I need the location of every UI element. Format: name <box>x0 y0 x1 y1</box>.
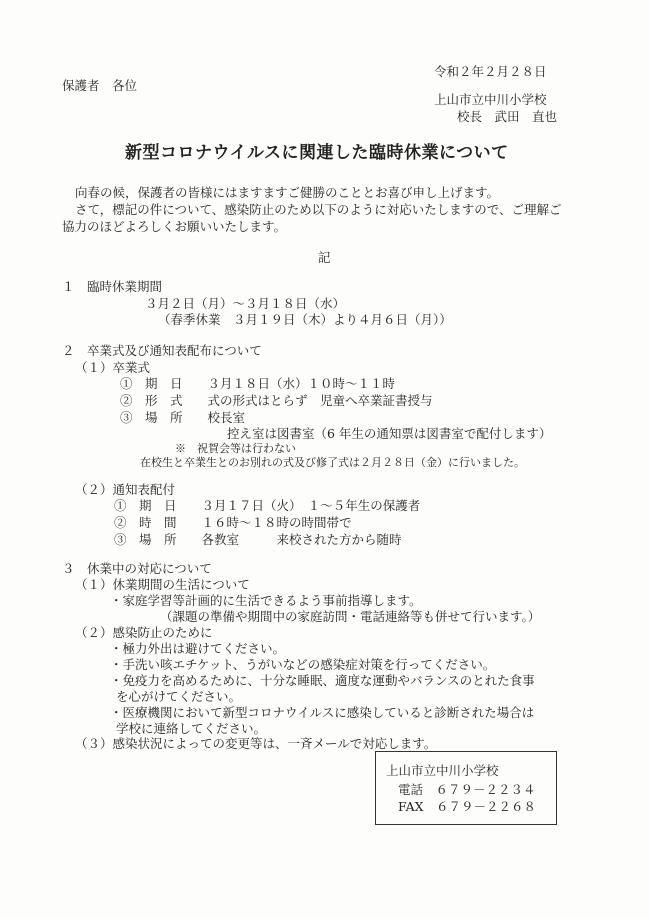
intro-line-2: さて，標記の件について、感染防止のため以下のように対応いたしますので、ご理解ご <box>75 202 562 217</box>
ceremony-place: ③ 場 所 校長室 <box>120 410 246 425</box>
addressee: 保護者 各位 <box>62 78 138 93</box>
section-2-heading: ２ 卒業式及び通知表配布について <box>62 343 262 358</box>
life-line-2: （課題の準備や期間中の家庭訪問・電話連絡等も併せて行います。） <box>160 609 541 624</box>
contact-tel: 電話 ６７９－２２３４ <box>398 782 536 797</box>
prevention-line-1: ・極力外出は避けてください。 <box>110 641 286 656</box>
life-line-1: ・家庭学習等計画的に生活できるよう事前指導します。 <box>110 593 422 608</box>
section-3-sub-1-heading: （１）休業期間の生活について <box>75 577 250 592</box>
prevention-line-4: を心がけてください。 <box>116 689 242 704</box>
section-3-sub-3-heading: （３）感染状況によっての変更等は、一斉メールで対応します。 <box>75 736 437 751</box>
ceremony-format: ② 形 式 式の形式はとらず 児童へ卒業証書授与 <box>120 393 433 408</box>
section-1-line-2: （春季休業 ３月１９日（木）より４月６日（月）） <box>158 312 452 327</box>
contact-fax: FAX ６７９－２２６８ <box>398 799 537 814</box>
report-place: ③ 場 所 各教室 来校された方から随時 <box>114 532 402 547</box>
section-3-sub-2-heading: （２）感染防止のために <box>75 625 213 640</box>
document-date: 令和２年２月２８日 <box>434 64 547 79</box>
intro-line-3: 協力のほどよろしくお願いいたします。 <box>62 219 287 234</box>
section-3-heading: ３ 休業中の対応について <box>62 561 212 576</box>
prevention-line-5: ・医療機関において新型コロナウイルスに感染していると診断された場合は <box>110 705 535 720</box>
prevention-line-6: 学校に連絡してください。 <box>116 721 267 736</box>
intro-line-1: 向春の候，保護者の皆様にはますますご健勝のこととお喜び申し上げます。 <box>75 185 500 200</box>
ceremony-note-1: ※ 祝賀会等は行わない <box>175 442 296 455</box>
school-name: 上山市立中川小学校 <box>434 92 547 107</box>
section-2-sub-2-heading: （２）通知表配付 <box>75 482 176 497</box>
ceremony-waiting-room: 控え室は図書室（6 年生の通知票は図書室で配付します） <box>227 426 552 441</box>
ceremony-date: ① 期 日 ３月１８日（水）１０時～１１時 <box>120 376 396 391</box>
principal-name: 校長 武田 直也 <box>457 109 558 124</box>
prevention-line-2: ・手洗い咳エチケット、うがいなどの感染症対策を行ってください。 <box>110 657 496 672</box>
section-1-heading: １ 臨時休業期間 <box>62 279 163 294</box>
contact-school: 上山市立中川小学校 <box>386 763 499 778</box>
ki-mark: 記 <box>318 250 331 265</box>
ceremony-note-2: 在校生と卒業生とのお別れの式及び修了式は２月２８日（金）に行いました。 <box>140 456 525 469</box>
prevention-line-3: ・免疫力を高めるために、十分な睡眠、適度な運動やバランスのとれた食事 <box>110 673 535 688</box>
report-date: ① 期 日 ３月１７日（火） １～５年生の保護者 <box>114 498 421 513</box>
report-time: ② 時 間 １６時～１８時の時間帯で <box>114 515 352 530</box>
section-2-sub-1-heading: （１）卒業式 <box>75 360 151 375</box>
page-title: 新型コロナウイルスに関連した臨時休業について <box>125 143 509 163</box>
section-1-line-1: ３月２日（月）～３月１８日（水） <box>145 296 346 311</box>
contact-box <box>375 751 557 825</box>
